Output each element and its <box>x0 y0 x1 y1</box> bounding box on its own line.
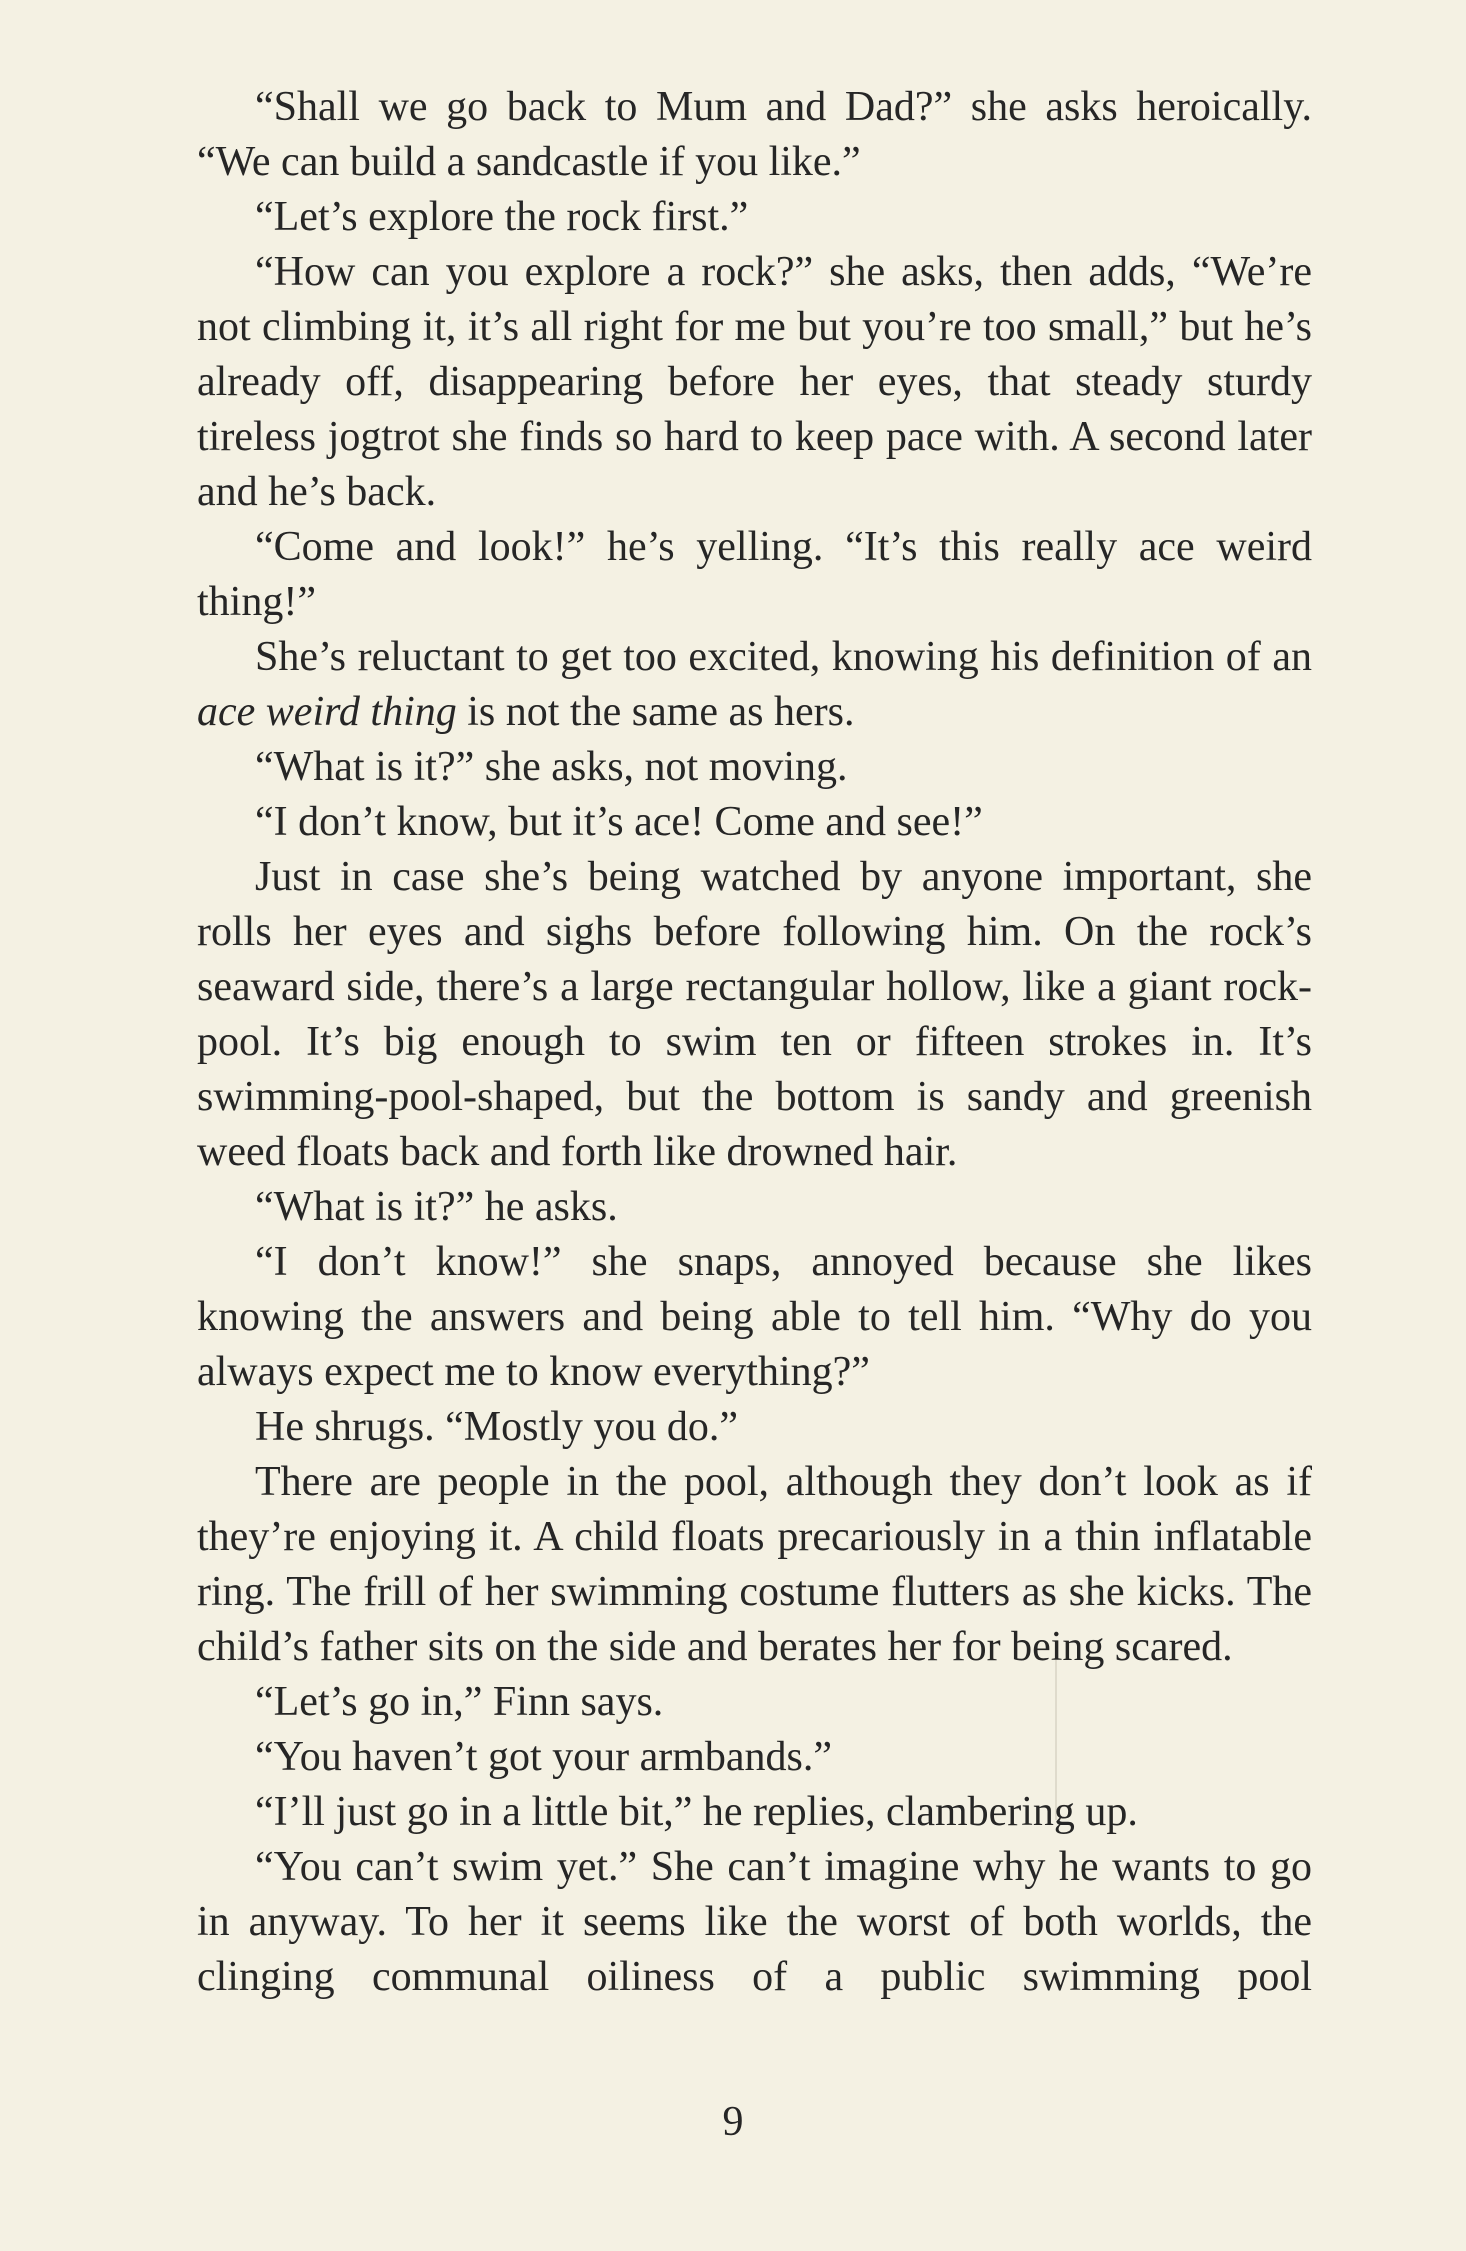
paragraph <box>197 1730 1312 1785</box>
text-run: She’s reluctant to get too excited, knowing his definition of an <box>255 634 1312 680</box>
text-run: “Let’s go in,” Finn says. <box>255 1679 664 1725</box>
paragraph <box>197 740 1312 795</box>
text-run: “You can’t swim yet.” She can’t imagine why he wants to go in anyway. To her it seems like the worst of both worlds, the clinging communal oiliness of a public swimming pool <box>197 1844 1312 2000</box>
text-run: is not the same as hers. <box>456 689 855 735</box>
paragraph <box>197 850 1312 1180</box>
italic-phrase: ace weird thing <box>197 689 457 735</box>
text-run: Just in case she’s being watched by anyone important, she rolls her eyes and sighs before following him. On the rock’s seaward side, there’s a large rectangular hollow, like a giant rock-pool. It’s big enough to swim ten or fifteen strokes in. It’s swimming-pool-shaped, but the bottom is sandy and greenish weed floats back and forth like drowned hair. <box>197 854 1312 1175</box>
paragraph <box>197 80 1312 190</box>
paragraph <box>197 190 1312 245</box>
text-run: There are people in the pool, although they don’t look as if they’re enjoying it. A child floats precariously in a thin inflatable ring. The frill of her swimming costume flutters as she kicks. The child’s father sits on the side and berates her for being scared. <box>197 1459 1312 1670</box>
body-text <box>197 80 1312 2005</box>
page-number: 9 <box>722 2099 744 2145</box>
text-run: “Let’s explore the rock first.” <box>255 194 749 240</box>
paragraph <box>197 520 1312 630</box>
paragraph <box>197 1180 1312 1235</box>
text-run: “You haven’t got your armbands.” <box>255 1734 833 1780</box>
paragraph <box>197 1840 1312 2005</box>
text-run: “I don’t know, but it’s ace! Come and see!” <box>255 799 983 845</box>
text-run: “How can you explore a rock?” she asks, then adds, “We’re not climbing it, it’s all right for me but you’re too small,” but he’s already off, disappearing before her eyes, that steady sturdy tireless jogtrot she finds so hard to keep pace with. A second later and he’s back. <box>197 249 1312 515</box>
text-run: He shrugs. “Mostly you do.” <box>255 1404 738 1450</box>
text-run: “What is it?” he asks. <box>255 1184 618 1230</box>
paragraph <box>197 1400 1312 1455</box>
paragraph <box>197 1235 1312 1400</box>
paragraph <box>197 245 1312 520</box>
text-run: “I’ll just go in a little bit,” he replies, clambering up. <box>255 1789 1138 1835</box>
paragraph <box>197 1785 1312 1840</box>
text-run: “Shall we go back to Mum and Dad?” she asks heroically. “We can build a sandcastle if you like.” <box>197 84 1312 185</box>
paragraph <box>197 795 1312 850</box>
text-run: “I don’t know!” she snaps, annoyed because she likes knowing the answers and being able to tell him. “Why do you always expect me to know everything?” <box>197 1239 1312 1395</box>
paragraph <box>197 630 1312 740</box>
text-run: “What is it?” she asks, not moving. <box>255 744 848 790</box>
paragraph <box>197 1675 1312 1730</box>
text-run: “Come and look!” he’s yelling. “It’s this really ace weird thing!” <box>197 524 1312 625</box>
paragraph <box>197 1455 1312 1675</box>
